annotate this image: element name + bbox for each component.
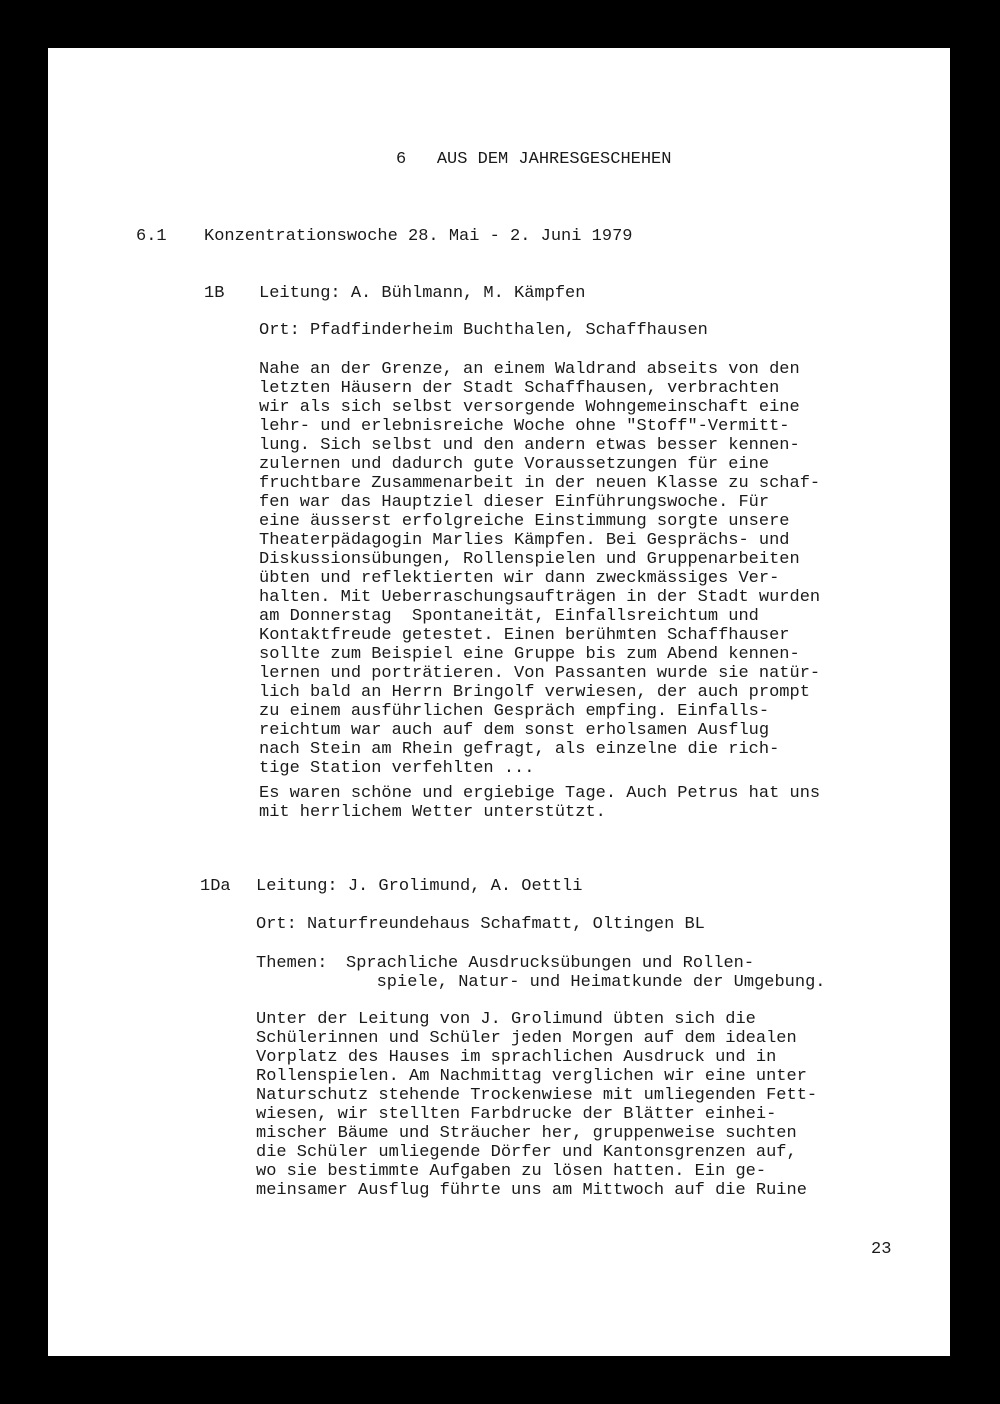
entry-2-paragraph-1-line: Naturschutz stehende Trockenwiese mit umliegenden Fett- [256,1086,818,1105]
entry-1-paragraph-1-line: nach Stein am Rhein gefragt, als einzelne die rich- [259,740,780,759]
entry-2-paragraph-1-line: Rollenspielen. Am Nachmittag verglichen wir eine unter [256,1067,807,1086]
entry-2-paragraph-1-line: Vorplatz des Hauses im sprachlichen Ausdruck und in [256,1048,777,1067]
entry-2-themen-text [346,954,825,992]
section-title: Konzentrationswoche 28. Mai - 2. Juni 1979 [204,227,633,246]
entry-1-paragraph-1-line: reichtum war auch auf dem sonst erholsamen Ausflug [259,721,770,740]
entry-2-paragraph-1-line: Schülerinnen und Schüler jeden Morgen auf dem idealen [256,1029,797,1048]
entry-1-paragraph-2-line: mit herrlichem Wetter unterstützt. [259,803,606,822]
entry-1-paragraph-1-line: Theaterpädagogin Marlies Kämpfen. Bei Gesprächs- und [259,531,790,550]
entry-1-paragraph-1-line: letzten Häusern der Stadt Schaffhausen, verbrachten [259,379,780,398]
entry-1-paragraph-1-line: sollte zum Beispiel eine Gruppe bis zum Abend kennen- [259,645,800,664]
chapter-number: 6 [396,150,407,169]
entry-1-paragraph-1-line: übten und reflektierten wir dann zweckmässiges Ver- [259,569,780,588]
entry-1-paragraph-1-line: am Donnerstag Spontaneität, Einfallsreichtum und [259,607,759,626]
page-number: 23 [871,1240,892,1259]
section-number: 6.1 [136,227,167,246]
document-page [48,48,950,1356]
entry-2-paragraph-1 [256,1010,817,1200]
entry-1-paragraph-1-line: lung. Sich selbst und den andern etwas besser kennen- [259,436,800,455]
chapter-title: AUS DEM JAHRESGESCHEHEN [436,150,672,169]
entry-1-paragraph-1-line: zu einem ausführlichen Gespräch empfing. Einfalls- [259,702,770,721]
entry-2-ort: Ort: Naturfreundehaus Schafmatt, Oltingen BL [256,915,705,934]
entry-1-paragraph-1-line: lich bald an Herrn Bringolf verwiesen, der auch prompt [259,683,810,702]
entry-1-paragraph-1-line: zulernen und dadurch gute Voraussetzungen für eine [259,455,770,474]
entry-1-paragraph-2-line: Es waren schöne und ergiebige Tage. Auch Petrus hat uns [259,784,821,803]
entry-1-paragraph-1-line: tige Station verfehlten ... [259,759,535,778]
entry-2-leitung: Leitung: J. Grolimund, A. Oettli [256,877,583,896]
entry-1-paragraph-2 [259,784,820,822]
entry-1-paragraph-1-line: Diskussionsübungen, Rollenspielen und Gruppenarbeiten [259,550,800,569]
entry-2-themen-line: Sprachliche Ausdrucksübungen und Rollen- [346,954,755,973]
entry-1-ort: Ort: Pfadfinderheim Buchthalen, Schaffhausen [259,321,708,340]
entry-1-paragraph-1-line: Nahe an der Grenze, an einem Waldrand abseits von den [259,360,800,379]
entry-1-paragraph-1-line: wir als sich selbst versorgende Wohngemeinschaft eine [259,398,800,417]
entry-1-paragraph-1-line: lernen und porträtieren. Von Passanten wurde sie natür- [259,664,821,683]
entry-1-class-code: 1B [204,284,225,303]
entry-2-class-code: 1Da [200,877,231,896]
entry-2-paragraph-1-line: meinsamer Ausflug führte uns am Mittwoch auf die Ruine [256,1181,807,1200]
entry-2-paragraph-1-line: Unter der Leitung von J. Grolimund übten sich die [256,1010,756,1029]
entry-1-paragraph-1-line: eine äusserst erfolgreiche Einstimmung sorgte unsere [259,512,790,531]
entry-2-themen-line: spiele, Natur- und Heimatkunde der Umgebung. [346,973,826,992]
entry-1-paragraph-1-line: lehr- und erlebnisreiche Woche ohne "Stoff"-Vermitt- [259,417,790,436]
entry-1-leitung: Leitung: A. Bühlmann, M. Kämpfen [259,284,586,303]
entry-2-paragraph-1-line: wo sie bestimmte Aufgaben zu lösen hatten. Ein ge- [256,1162,767,1181]
entry-1-paragraph-1-line: Kontaktfreude getestet. Einen berühmten Schaffhauser [259,626,790,645]
entry-1-paragraph-1-line: fruchtbare Zusammenarbeit in der neuen Klasse zu schaf- [259,474,821,493]
entry-2-paragraph-1-line: mischer Bäume und Sträucher her, gruppenweise suchten [256,1124,797,1143]
chapter-heading [396,150,671,169]
entry-2-paragraph-1-line: wiesen, wir stellten Farbdrucke der Blätter einhei- [256,1105,777,1124]
entry-1-paragraph-1-line: halten. Mit Ueberraschungsaufträgen in der Stadt wurden [259,588,821,607]
entry-1-paragraph-1-line: fen war das Hauptziel dieser Einführungswoche. Für [259,493,770,512]
entry-2-themen-label: Themen: [256,954,328,973]
entry-2-paragraph-1-line: die Schüler umliegende Dörfer und Kantonsgrenzen auf, [256,1143,797,1162]
entry-1-paragraph-1 [259,360,820,778]
